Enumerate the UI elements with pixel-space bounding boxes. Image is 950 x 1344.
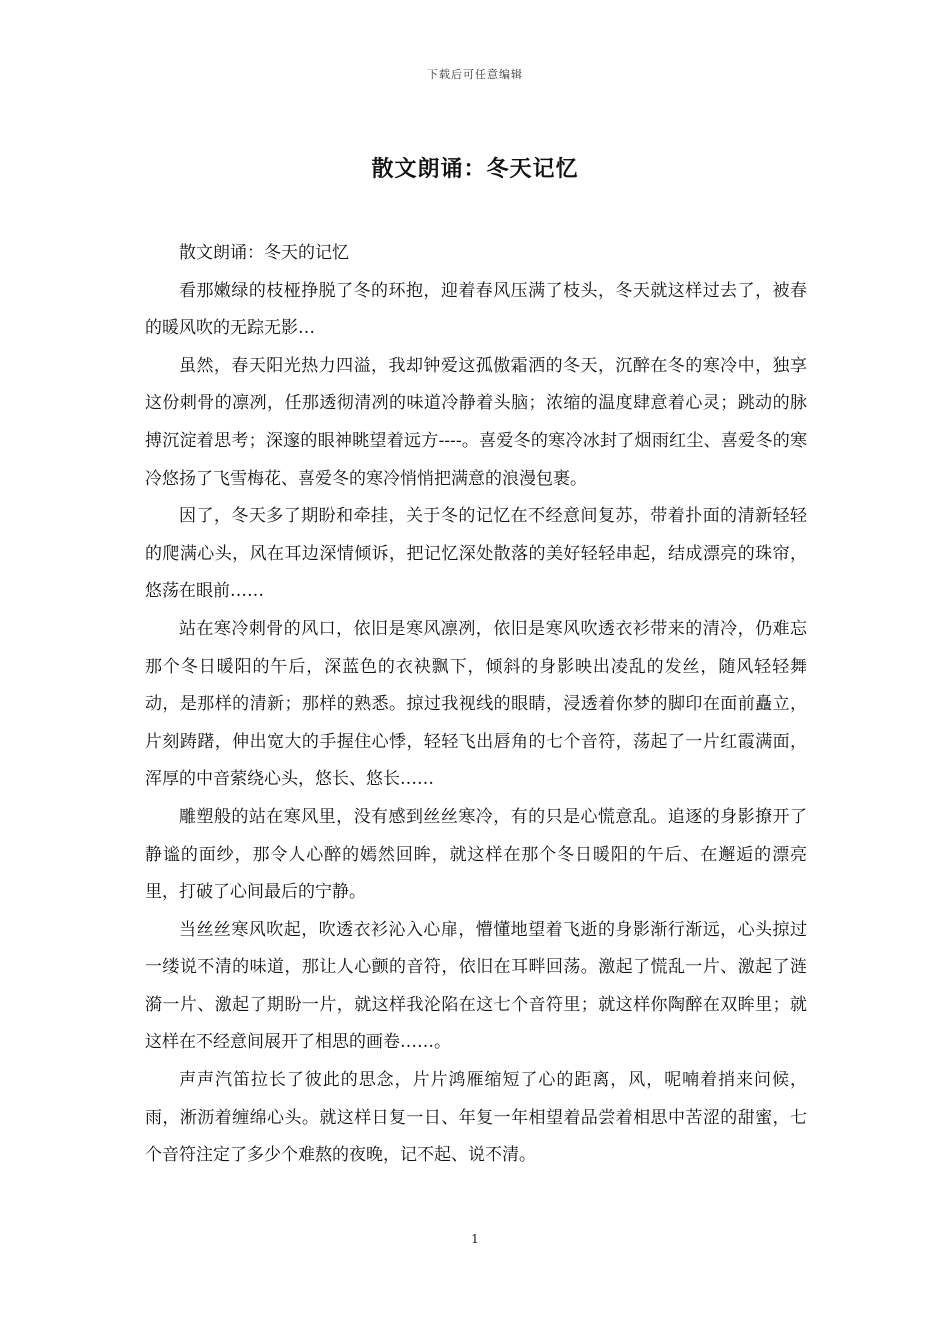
paragraph: 当丝丝寒风吹起，吹透衣衫沁入心扉，懵懂地望着飞逝的身影渐行渐远，心头掠过一缕说不清的味道，那让人心颤的音符，依旧在耳畔回荡。激起了慌乱一片、激起了涟漪一片、激起了期盼一片，就这样我沦陷在这七个音符里；就这样你陶醉在双眸里；就这样在不经意间展开了相思的画卷……。 [145,919,807,1053]
paragraph-subtitle: 散文朗诵：冬天的记忆 [179,243,349,263]
page-header: 下载后可任意编辑 [427,68,523,81]
paragraph: 因了，冬天多了期盼和牵挂，关于冬的记忆在不经意间复苏，带着扑面的清新轻轻的爬满心头，风在耳边深情倾诉，把记忆深处散落的美好轻轻串起，结成漂亮的珠帘，悠荡在眼前…… [145,506,807,602]
paragraph: 看那嫩绿的枝桠挣脱了冬的环抱，迎着春风压满了枝头，冬天就这样过去了，被春的暖风吹的无踪无影… [145,280,807,339]
document-title: 散文朗诵：冬天记忆 [371,156,579,182]
page-number: 1 [471,1232,479,1246]
document-body [145,235,807,1175]
paragraph: 声声汽笛拉长了彼此的思念，片片鸿雁缩短了心的距离，风，呢喃着捎来问候，雨，淅沥着缠绵心头。就这样日复一日、年复一年相望着品尝着相思中苦涩的甜蜜，七个音符注定了多少个难熬的夜晚，记不起、说不清。 [145,1070,807,1166]
paragraph: 虽然，春天阳光热力四溢，我却钟爱这孤傲霜洒的冬天，沉醉在冬的寒冷中，独享这份刺骨的凛冽，任那透彻清冽的味道冷静着头脑；浓缩的温度肆意着心灵；跳动的脉搏沉淀着思考；深邃的眼神眺望着远方----。喜爱冬的寒冷冰封了烟雨红尘、喜爱冬的寒冷悠扬了飞雪梅花、喜爱冬的寒冷悄悄把满意的浪漫包裹。 [145,355,807,489]
paragraph: 站在寒冷刺骨的风口，依旧是寒风凛冽，依旧是寒风吹透衣衫带来的清冷，仍难忘那个冬日暖阳的午后，深蓝色的衣袂飘下，倾斜的身影映出凌乱的发丝，随风轻轻舞动，是那样的清新；那样的熟悉。掠过我视线的眼睛，浸透着你梦的脚印在面前矗立，片刻踌躇，伸出宽大的手握住心悸，轻轻飞出唇角的七个音符，荡起了一片红霞满面，浑厚的中音萦绕心头，悠长、悠长…… [145,618,807,790]
paragraph: 雕塑般的站在寒风里，没有感到丝丝寒冷，有的只是心慌意乱。追逐的身影撩开了静谧的面纱，那令人心醉的嫣然回眸，就这样在那个冬日暖阳的午后、在邂逅的漂亮里，打破了心间最后的宁静。 [145,806,807,903]
